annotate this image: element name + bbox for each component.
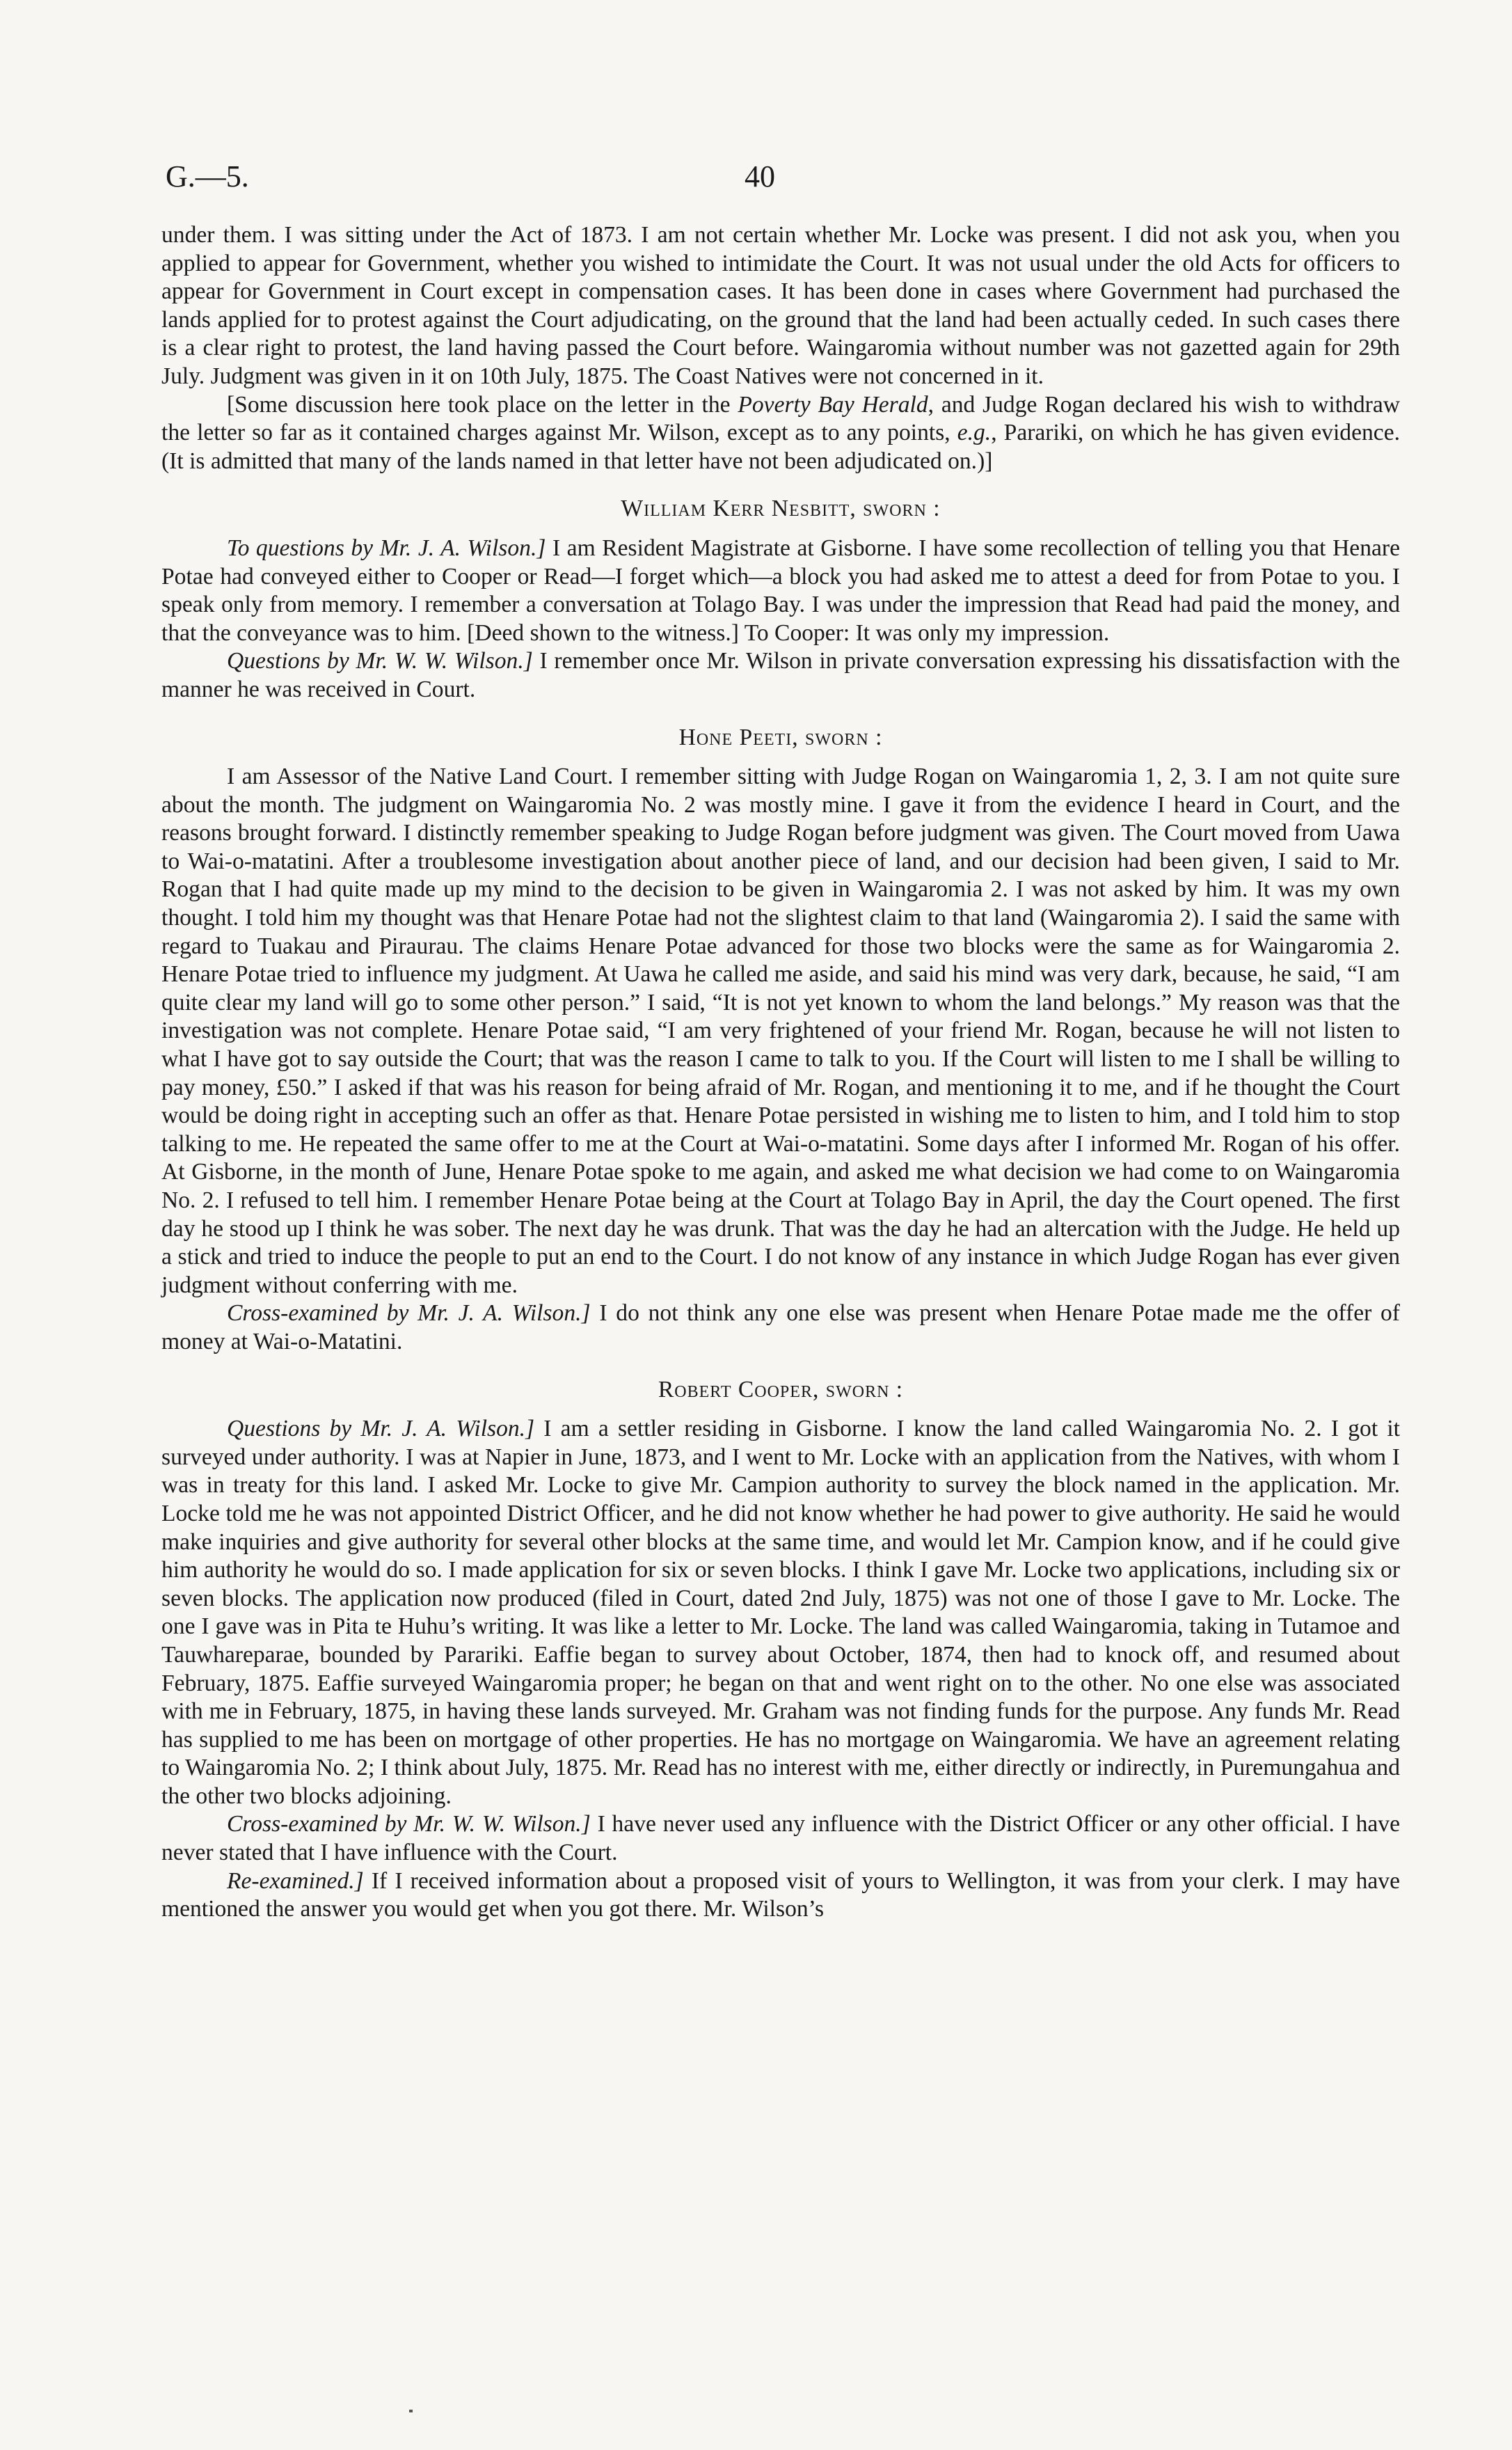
paragraph-continuation: under them. I was sitting under the Act of 1873. I am not certain whether Mr. Locke was present. I did not ask you, when you applied to appear for Government, whether you wished to intimidate the Court. It was not usual under the old Acts for officers to appear for Government in Court except in compensation cases. It has been done in cases where Government had purchased the lands applied for to protest against the Court adjudicating, on the ground that the land had been actually ceded. In such cases there is a clear right to protest, the land having passed the Court before. Waingaromia without number was not gazetted again for 29th July. Judgment was given in it on 10th July, 1875. The Coast Natives were not concerned in it.	[161, 222, 1400, 389]
cooper-cross-examination	[161, 1810, 1400, 1867]
note-text-a: [Some discussion here took place on the letter in the	[227, 391, 738, 418]
peeti-cross-text: I do not think any one else was present when Henare Potae made me the offer of money at Wai-o-Matatini.	[161, 1300, 1400, 1354]
nesbitt-q1-text: I am Resident Magistrate at Gisborne. I have some recollection of telling you that Henare Potae had conveyed either to Cooper or Read—I forget which—a block you had asked me to attest a deed for from Potae to you. I speak only from memory. I remember a conversation at Tolago Bay. I was under the impression that Read had paid the money, and that the conveyance was to him. [Deed shown to the witness.] To Cooper: It was only my impression.	[161, 535, 1400, 646]
section-heading-cooper: Robert Cooper, sworn :	[658, 1376, 904, 1402]
cooper-re-examination	[161, 1867, 1400, 1924]
cooper-q-lead: Questions by Mr. J. A. Wilson.]	[227, 1416, 535, 1442]
cooper-cross-text: I have never used any influence with the District Officer or any other official. I have never stated that I have influence with the Court.	[161, 1811, 1400, 1866]
cooper-questions	[161, 1415, 1400, 1810]
peeti-cross-lead: Cross-examined by Mr. J. A. Wilson.]	[227, 1300, 591, 1327]
nesbitt-q2-lead: Questions by Mr. W. W. Wilson.]	[227, 648, 533, 674]
peeti-testimony: I am Assessor of the Native Land Court. I remember sitting with Judge Rogan on Waingaromia 1, 2, 3. I am not quite sure about the month. The judgment on Waingaromia No. 2 was mostly mine. I gave it from the evidence I heard in Court, and the reasons brought forward. I distinctly remember speaking to Judge Rogan before judgment was given. The Court moved from Uawa to Wai-o-matatini. After a troublesome investigation about another piece of land, and our decision had been given, I said to Mr. Rogan that I had quite made up my mind to the decision to be given in Waingaromia 2. I was not asked by him. It was my own thought. I told him my thought was that Henare Potae had not the slightest claim to that land (Waingaromia 2). I said the same with regard to Tuakau and Piraurau. The claims Henare Potae advanced for those two blocks were the same as for Waingaromia 2. Henare Potae tried to influence my judgment. At Uawa he called me aside, and said his mind was very dark, because, he said, “I am quite clear my land will go to some other person.” I said, “It is not yet known to whom the land belongs.” My reason was that the investigation was not complete. Henare Potae said, “I am very frightened of your friend Mr. Rogan, because he will not listen to what I have got to say outside the Court; that was the reason I came to talk to you. If the Court will listen to me I shall be willing to pay money, £50.” I asked if that was his reason for being afraid of Mr. Rogan, and mentioning it to me, and if he thought the Court would be doing right in accepting such an offer as that. Henare Potae persisted in wishing me to listen to him, and I told him to stop talking to me. He repeated the same offer to me at the Court at Wai-o-matatini. Some days after I informed Mr. Rogan of his offer. At Gisborne, in the month of June, Henare Potae spoke to me again, and asked me what decision we had come to on Waingaromia No. 2. I refused to tell him. I remember Henare Potae being at the Court at Tolago Bay in April, the day the Court opened. The first day he stood up I think he was sober. The next day he was drunk. That was the day he had an altercation with the Judge. He held up a stick and tried to induce the people to put an end to the Court. I do not know of any instance in which Judge Rogan has ever given judgment without conferring with me.	[161, 764, 1400, 1298]
section-heading-nesbitt: William Kerr Nesbitt, sworn :	[621, 496, 941, 522]
note-text-c: , Parariki, on which he has given evidence. (It is admitted that many of the lands named in that letter have not been adjudicated on.)]	[161, 420, 1400, 474]
peeti-cross-examination	[161, 1299, 1400, 1356]
document-body	[161, 221, 1400, 1924]
note-text-b: , and Judge Rogan declared his wish to withdraw the letter so far as it contained charges against Mr. Wilson, except as to any points,	[161, 391, 1400, 446]
newspaper-title: Poverty Bay Herald	[738, 391, 928, 418]
ink-speck	[409, 2410, 413, 2412]
paragraph-note	[161, 391, 1400, 476]
nesbitt-questions-www	[161, 647, 1400, 704]
cooper-re-lead: Re-examined.]	[227, 1867, 364, 1894]
cooper-q-text: I am a settler residing in Gisborne. I know the land called Waingaromia No. 2. I got it surveyed under authority. I was at Napier in June, 1873, and I went to Mr. Locke with an application from the Natives, with whom I was in treaty for this land. I asked Mr. Locke to give Mr. Campion authority to survey the block named in the application. Mr. Locke told me he was not appointed District Officer, and he did not know whether he had power to give authority. He said he would make inquiries and give authority for several other blocks at the same time, and would let Mr. Campion know, and if he could give him authority he would do so. I made application for six or seven blocks. I think I gave Mr. Locke two applications, including six or seven blocks. The application now produced (filed in Court, dated 2nd July, 1875) was not one of those I gave to Mr. Locke. The one I gave was in Pita te Huhu’s writing. It was like a letter to Mr. Locke. The land was called Waingaromia, taking in Tutamoe and Tauwhareparae, bounded by Parariki. Eaffie began to survey about October, 1874, then had to knock off, and resumed about February, 1875. Eaffie surveyed Waingaromia proper; he began on that and went right on to the other. No one else was associated with me in February, 1875, in having these lands surveyed. Mr. Graham was not finding funds for the purpose. Any funds Mr. Read has supplied to me has been on mortgage of other properties. He has no mortgage on Waingaromia. We have an agreement relating to Waingaromia No. 2; I think about July, 1875. Mr. Read has no interest with me, either directly or indirectly, in Puremungahua and the other two blocks adjoining.	[161, 1416, 1400, 1809]
nesbitt-q2-text: I remember once Mr. Wilson in private conversation expressing his dissatisfaction with the manner he was received in Court.	[161, 648, 1400, 702]
cooper-re-text: If I received information about a proposed visit of yours to Wellington, it was from your clerk. I may have mentioned the answer you would get when you got there. Mr. Wilson’s	[161, 1867, 1400, 1922]
note-eg: e.g.	[957, 420, 992, 446]
section-heading-peeti: Hone Peeti, sworn :	[678, 724, 883, 750]
page-number: 40	[745, 159, 775, 193]
cooper-cross-lead: Cross-examined by Mr. W. W. Wilson.]	[227, 1811, 591, 1838]
nesbitt-questions-jaw	[161, 535, 1400, 647]
nesbitt-q1-lead: To questions by Mr. J. A. Wilson.]	[227, 535, 546, 561]
document-reference: G.—5.	[166, 159, 249, 193]
